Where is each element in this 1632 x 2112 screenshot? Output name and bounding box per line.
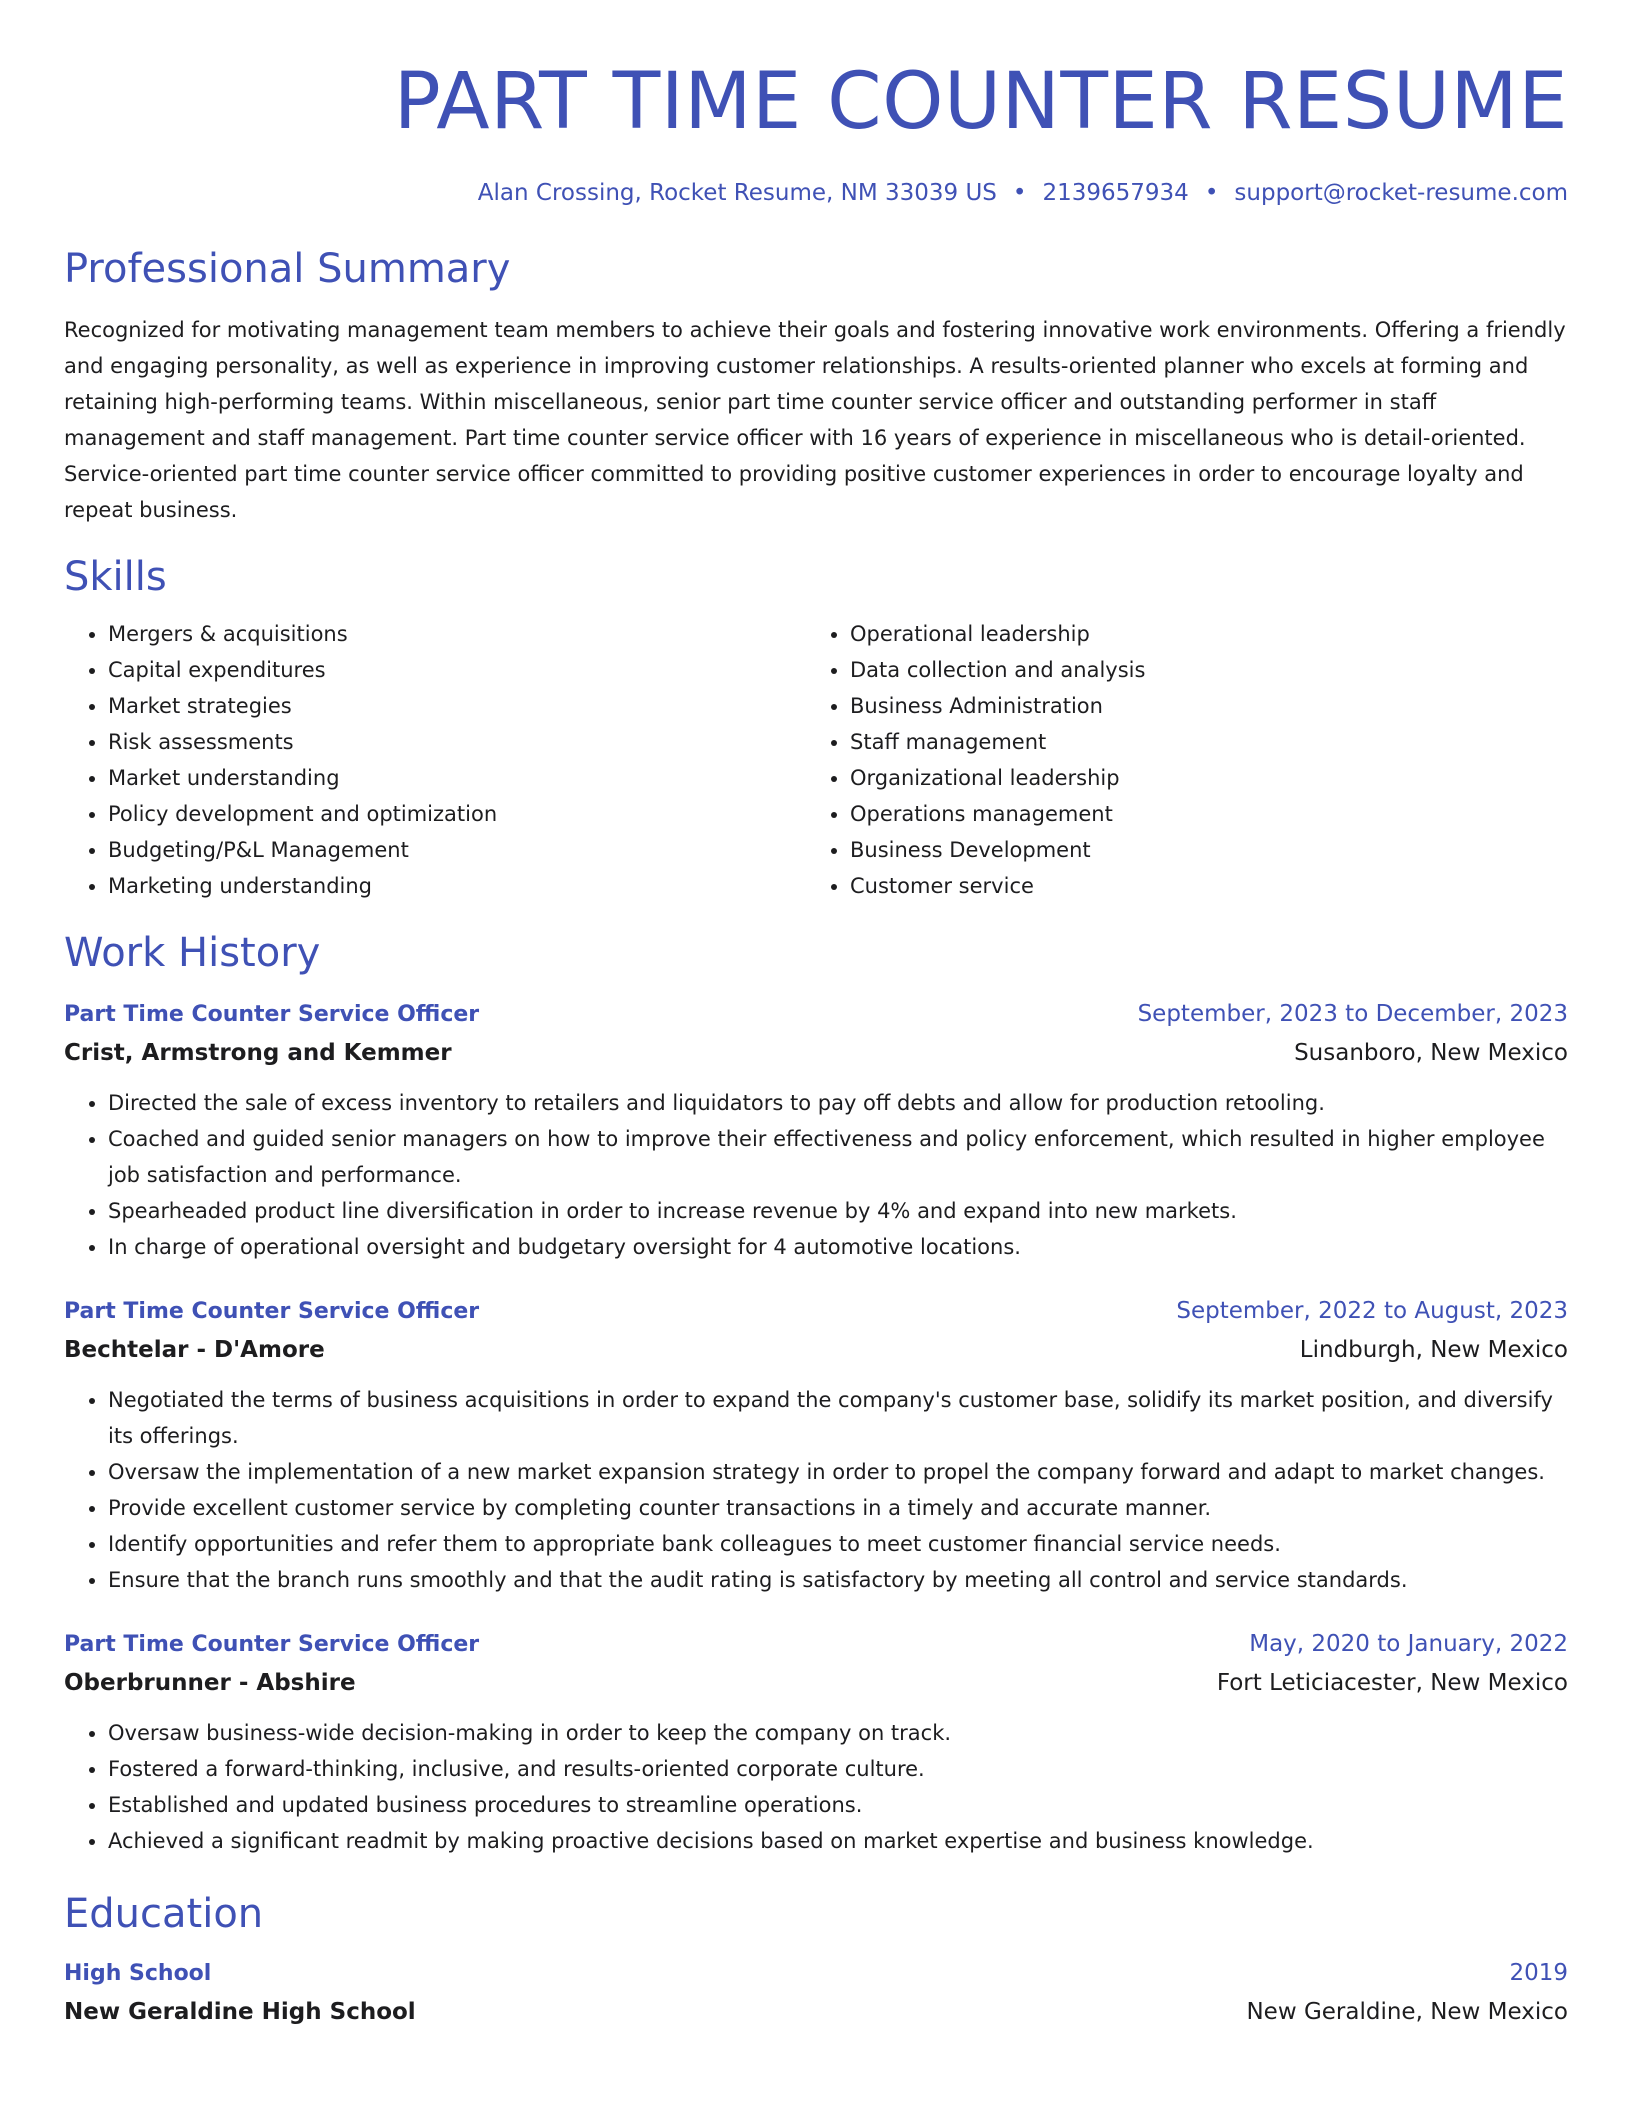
job-location: Susanboro, New Mexico (1294, 1040, 1568, 1066)
skill-item: • Market understanding (108, 760, 806, 796)
resume-title: PART TIME COUNTER RESUME (393, 57, 1568, 147)
job-bullet: • Negotiated the terms of business acquisitions in order to expand the company's customer base, solidify its market position, and diversify its offerings. (108, 1382, 1568, 1454)
job-bullet: • Oversaw the implementation of a new market expansion strategy in order to propel the company forward and adapt to market changes. (108, 1454, 1568, 1490)
skill-item: • Staff management (850, 724, 1548, 760)
job-entry (64, 1293, 1568, 1598)
skill-item: • Policy development and optimization (108, 796, 806, 832)
job-title: Part Time Counter Service Officer (64, 1299, 480, 1324)
contact-phone: 2139657934 (1042, 180, 1189, 206)
education-entry (64, 1955, 1568, 2032)
education-location: New Geraldine, New Mexico (1246, 1999, 1568, 2025)
skill-item: • Business Development (850, 832, 1548, 868)
education-heading: Education (64, 1891, 264, 1937)
job-title: Part Time Counter Service Officer (64, 1632, 480, 1657)
job-bullet: • Identify opportunities and refer them to appropriate bank colleagues to meet customer financial service needs. (108, 1526, 1568, 1562)
job-header-row (64, 1293, 1568, 1330)
job-bullet: • Established and updated business procedures to streamline operations. (108, 1787, 1568, 1823)
summary-heading: Professional Summary (64, 246, 511, 292)
job-company: Crist, Armstrong and Kemmer (64, 1040, 452, 1066)
skills-grid (64, 616, 1568, 904)
skills-heading: Skills (64, 554, 167, 600)
skills-column-right (806, 616, 1548, 904)
job-entry (64, 1626, 1568, 1859)
skill-item: • Marketing understanding (108, 868, 806, 904)
contact-email: support@rocket-resume.com (1234, 180, 1568, 206)
education-school: New Geraldine High School (64, 1999, 416, 2025)
job-bullet: • Achieved a significant readmit by making proactive decisions based on market expertise and business knowledge. (108, 1823, 1568, 1859)
job-company: Oberbrunner - Abshire (64, 1670, 356, 1696)
work-history-heading: Work History (64, 930, 321, 976)
job-bullet: • Coached and guided senior managers on how to improve their effectiveness and policy enforcement, which resulted in higher employee job satisfaction and performance. (108, 1121, 1568, 1193)
contact-separator: • (1204, 180, 1219, 206)
job-bullet: • Oversaw business-wide decision-making in order to keep the company on track. (108, 1715, 1568, 1751)
job-company-row (64, 1033, 1568, 1073)
job-company-row (64, 1663, 1568, 1703)
job-header-row (64, 1626, 1568, 1663)
education-year: 2019 (1509, 1960, 1568, 1986)
job-header-row (64, 996, 1568, 1033)
job-bullets (64, 1382, 1568, 1598)
skill-item: • Customer service (850, 868, 1548, 904)
contact-line (64, 178, 1568, 208)
job-location: Lindburgh, New Mexico (1299, 1337, 1568, 1363)
job-dates: May, 2020 to January, 2022 (1249, 1631, 1568, 1657)
skill-item: • Mergers & acquisitions (108, 616, 806, 652)
skill-item: • Budgeting/P&L Management (108, 832, 806, 868)
job-bullet: • Spearheaded product line diversification in order to increase revenue by 4% and expand into new markets. (108, 1193, 1568, 1229)
skill-item: • Organizational leadership (850, 760, 1548, 796)
job-bullet: • Fostered a forward-thinking, inclusive, and results-oriented corporate culture. (108, 1751, 1568, 1787)
education-school-row (64, 1992, 1568, 2032)
job-entry (64, 996, 1568, 1265)
job-location: Fort Leticiacester, New Mexico (1216, 1670, 1568, 1696)
contact-address: Alan Crossing, Rocket Resume, NM 33039 US (477, 180, 997, 206)
skills-column-left (64, 616, 806, 904)
job-company: Bechtelar - D'Amore (64, 1337, 325, 1363)
job-dates: September, 2022 to August, 2023 (1176, 1298, 1568, 1324)
job-bullets (64, 1715, 1568, 1859)
job-bullet: • In charge of operational oversight and budgetary oversight for 4 automotive locations. (108, 1229, 1568, 1265)
skill-item: • Market strategies (108, 688, 806, 724)
skill-item: • Operational leadership (850, 616, 1548, 652)
skill-item: • Operations management (850, 796, 1548, 832)
job-title: Part Time Counter Service Officer (64, 1002, 480, 1027)
job-bullets (64, 1085, 1568, 1265)
job-bullet: • Directed the sale of excess inventory to retailers and liquidators to pay off debts and allow for production retooling. (108, 1085, 1568, 1121)
education-degree: High School (64, 1961, 212, 1986)
skill-item: • Business Administration (850, 688, 1548, 724)
job-bullet: • Provide excellent customer service by completing counter transactions in a timely and accurate manner. (108, 1490, 1568, 1526)
job-bullet: • Ensure that the branch runs smoothly and that the audit rating is satisfactory by meeting all control and service standards. (108, 1562, 1568, 1598)
education-header-row (64, 1955, 1568, 1992)
job-dates: September, 2023 to December, 2023 (1137, 1001, 1568, 1027)
contact-separator: • (1012, 180, 1027, 206)
job-company-row (64, 1330, 1568, 1370)
skill-item: • Data collection and analysis (850, 652, 1548, 688)
skill-item: • Risk assessments (108, 724, 806, 760)
summary-text: Recognized for motivating management team members to achieve their goals and fostering innovative work environments. Offering a friendly and engaging personality, as well as experience in improving customer relationships. A results-oriented planner who excels at forming and retaining high-performing teams. Within miscellaneous, senior part time counter service officer and outstanding performer in staff management and staff management. Part time counter service officer with 16 years of experience in miscellaneous who is detail-oriented. Service-oriented part time counter service officer committed to providing positive customer experiences in order to encourage loyalty and repeat business. (64, 318, 1566, 522)
skill-item: • Capital expenditures (108, 652, 806, 688)
